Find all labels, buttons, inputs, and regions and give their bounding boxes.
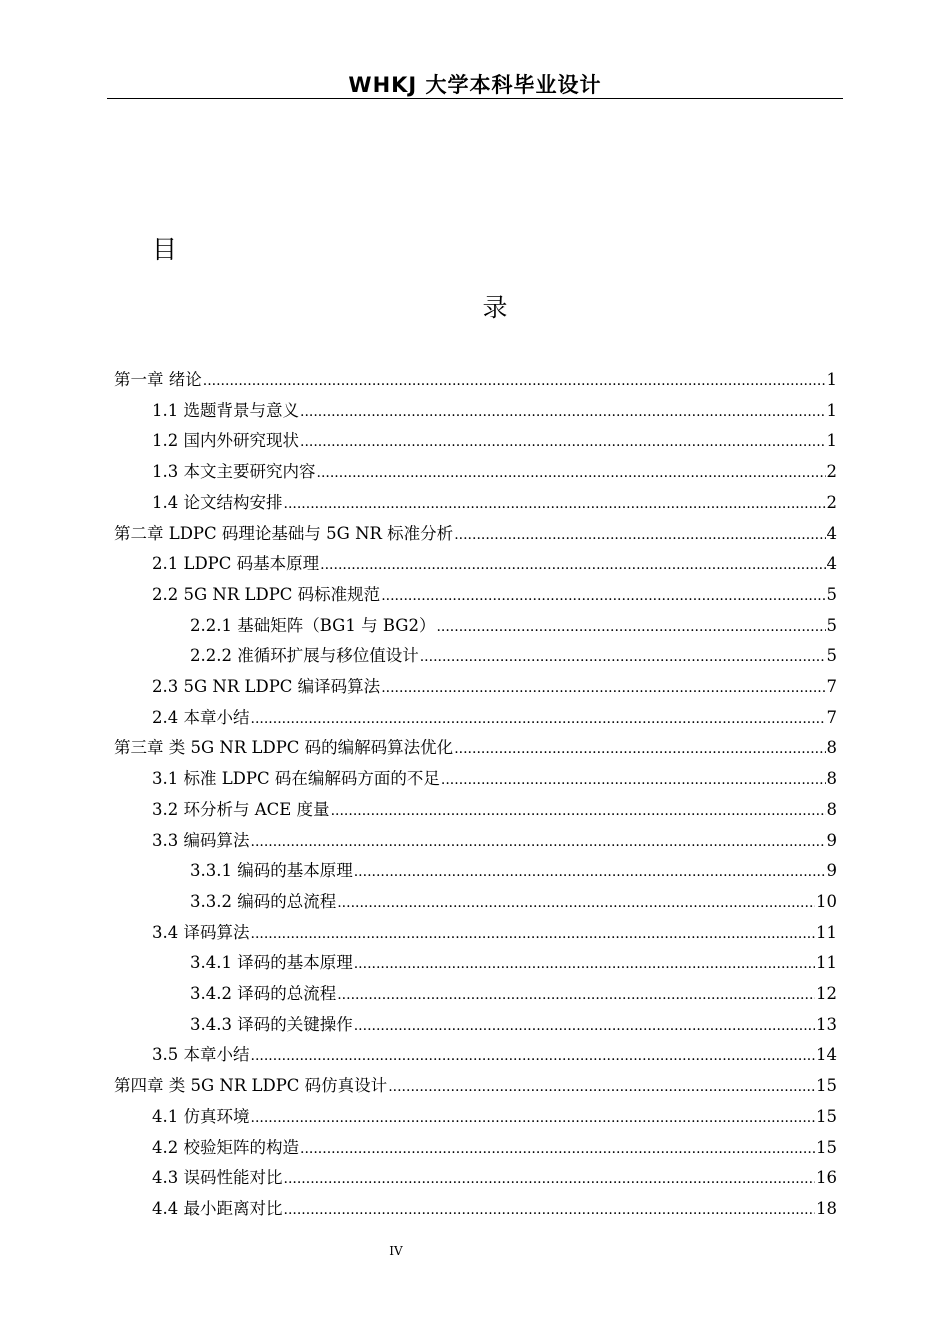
toc-entry-label: 第一章 绪论 (114, 370, 202, 389)
toc-dot-leader (337, 981, 815, 1009)
toc-entry-label: 4.4 最小距离对比 (152, 1198, 283, 1218)
footer-page-number: IV (389, 1244, 403, 1258)
toc-entry[interactable] (152, 704, 837, 732)
toc-entry-label: 3.3.2 编码的总流程 (190, 891, 337, 911)
toc-dot-leader (284, 1165, 816, 1193)
toc-entry-label: 3.4.3 译码的关键操作 (190, 1014, 353, 1034)
toc-entry-label: 3.4 译码算法 (152, 922, 250, 942)
toc-entry[interactable] (114, 734, 837, 762)
toc-entry-page: 12 (816, 984, 837, 1003)
toc-entry[interactable] (114, 520, 837, 548)
toc-dot-leader (284, 490, 826, 518)
header-rule (107, 98, 843, 99)
toc-entry[interactable] (152, 489, 837, 517)
toc-dot-leader (381, 674, 825, 702)
toc-entry-label: 2.2 5G NR LDPC 码标准规范 (152, 584, 381, 604)
toc-entry-page: 5 (826, 646, 837, 666)
toc-entry-label: 2.4 本章小结 (152, 707, 250, 727)
toc-entry-page: 9 (826, 830, 837, 850)
toc-dot-leader (203, 367, 826, 395)
toc-entry[interactable] (190, 888, 837, 916)
toc-dot-leader (284, 1196, 816, 1224)
toc-heading-char-1: 目 (152, 235, 178, 264)
toc-entry[interactable] (190, 949, 837, 977)
toc-dot-leader (337, 889, 815, 917)
toc-dot-leader (354, 950, 815, 978)
toc-entry-page: 8 (826, 769, 837, 789)
toc-entry-label: 4.1 仿真环境 (152, 1106, 250, 1126)
toc-dot-leader (251, 1042, 816, 1070)
toc-entry-label: 2.3 5G NR LDPC 编译码算法 (152, 677, 381, 696)
toc-entry[interactable] (152, 1134, 837, 1162)
toc-dot-leader (251, 1104, 816, 1132)
toc-entry[interactable] (114, 366, 837, 394)
toc-entry-label: 第三章 类 5G NR LDPC 码的编解码算法优化 (114, 738, 454, 758)
toc-dot-leader (436, 613, 825, 641)
toc-dot-leader (454, 735, 825, 763)
toc-entry-page: 14 (816, 1045, 837, 1065)
toc-dot-leader (381, 582, 825, 610)
toc-entry[interactable] (190, 612, 837, 640)
toc-dot-leader (251, 705, 826, 733)
toc-entry[interactable] (152, 1041, 837, 1069)
toc-entry-page: 13 (816, 1014, 837, 1034)
toc-entry-label: 3.3 编码算法 (152, 830, 250, 850)
toc-entry[interactable] (190, 1011, 837, 1039)
toc-entry-page: 1 (826, 400, 837, 420)
toc-dot-leader (300, 1135, 815, 1163)
toc-dot-leader (354, 1012, 815, 1040)
toc-entry[interactable] (152, 1195, 837, 1223)
toc-entry-page: 10 (816, 891, 837, 911)
toc-entry-page: 18 (816, 1198, 837, 1218)
toc-entry-label: 1.3 本文主要研究内容 (152, 462, 316, 482)
toc-entry[interactable] (152, 673, 837, 701)
toc-dot-leader (331, 797, 826, 825)
toc-dot-leader (441, 766, 826, 794)
toc-entry[interactable] (152, 765, 837, 793)
toc-entry-label: 2.2.2 准循环扩展与移位值设计 (190, 646, 419, 666)
toc-entry[interactable] (152, 581, 837, 609)
toc-entry-page: 15 (816, 1106, 837, 1126)
toc-entry-page: 15 (816, 1137, 837, 1157)
toc-entry-page: 2 (826, 492, 837, 512)
toc-entry-page: 5 (826, 615, 837, 635)
toc-entry-label: 3.4.1 译码的基本原理 (190, 953, 353, 973)
toc-entry-page: 16 (816, 1168, 837, 1188)
toc-entry-label: 1.1 选题背景与意义 (152, 400, 299, 420)
toc-entry-page: 9 (826, 861, 837, 881)
toc-entry-page: 8 (826, 738, 837, 758)
toc-entry-label: 2.1 LDPC 码基本原理 (152, 554, 320, 574)
toc-entry[interactable] (114, 1072, 837, 1100)
header-title: WHKJ 大学本科毕业设计 (348, 73, 602, 97)
toc-dot-leader (251, 920, 816, 948)
toc-entry[interactable] (190, 857, 837, 885)
toc-entry-page: 4 (826, 523, 837, 543)
toc-entry-label: 3.5 本章小结 (152, 1045, 250, 1065)
toc-dot-leader (388, 1073, 815, 1101)
toc-entry-page: 1 (826, 370, 837, 389)
toc-entry-label: 4.2 校验矩阵的构造 (152, 1137, 299, 1157)
toc-dot-leader (300, 428, 826, 456)
toc-dot-leader (354, 858, 826, 886)
toc-dot-leader (300, 398, 826, 426)
toc-entry[interactable] (190, 642, 837, 670)
toc-entry-page: 5 (826, 584, 837, 604)
toc-entry-label: 1.4 论文结构安排 (152, 492, 283, 512)
toc-entry-label: 第二章 LDPC 码理论基础与 5G NR 标准分析 (114, 523, 454, 543)
toc-entry-page: 2 (826, 462, 837, 482)
toc-entry[interactable] (152, 1103, 837, 1131)
toc-entry-label: 4.3 误码性能对比 (152, 1168, 283, 1188)
toc-entry[interactable] (152, 827, 837, 855)
toc-entry-page: 15 (816, 1076, 837, 1096)
toc-dot-leader (317, 459, 826, 487)
toc-entry-page: 11 (816, 953, 837, 973)
toc-dot-leader (251, 828, 826, 856)
toc-entry[interactable] (152, 458, 837, 486)
toc-entry[interactable] (152, 796, 837, 824)
toc-dot-leader (420, 643, 826, 671)
toc-entry-label: 3.1 标准 LDPC 码在编解码方面的不足 (152, 769, 440, 789)
toc-entry[interactable] (152, 1164, 837, 1192)
toc-heading-char-2: 录 (482, 293, 508, 322)
toc-entry-label: 3.4.2 译码的总流程 (190, 984, 337, 1003)
toc-entry-page: 11 (816, 922, 837, 942)
toc-entry-page: 7 (826, 707, 837, 727)
toc-entry-label: 1.2 国内外研究现状 (152, 431, 299, 451)
toc-dot-leader (320, 551, 825, 579)
toc-entry[interactable] (152, 427, 837, 455)
toc-entry-page: 4 (826, 554, 837, 574)
toc-entry[interactable] (152, 550, 837, 578)
toc-entry[interactable] (152, 397, 837, 425)
toc-entry-page: 8 (826, 799, 837, 819)
toc-entry-label: 3.3.1 编码的基本原理 (190, 861, 353, 881)
toc-entry-label: 3.2 环分析与 ACE 度量 (152, 799, 330, 819)
toc-entry-label: 第四章 类 5G NR LDPC 码仿真设计 (114, 1076, 388, 1096)
toc-entry[interactable] (152, 919, 837, 947)
toc-dot-leader (454, 521, 825, 549)
toc-entry-page: 1 (826, 431, 837, 451)
toc-entry-page: 7 (826, 677, 837, 696)
toc-entry-label: 2.2.1 基础矩阵（BG1 与 BG2） (190, 615, 436, 635)
toc-entry[interactable] (190, 980, 837, 1008)
